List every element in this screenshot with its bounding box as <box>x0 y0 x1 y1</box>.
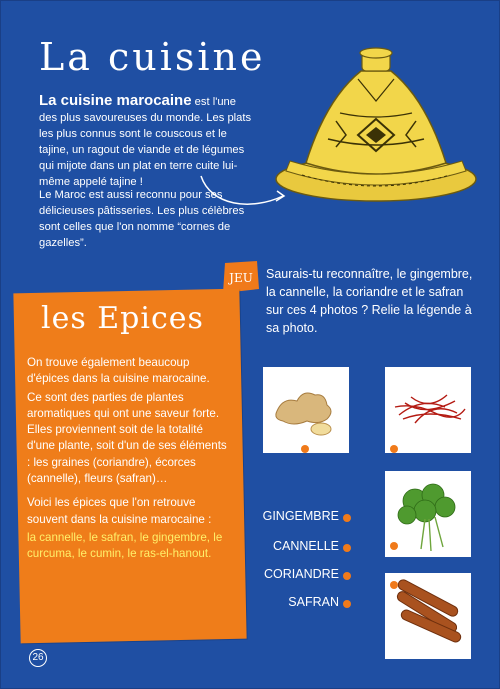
label-cannelle-dot[interactable] <box>343 544 351 552</box>
spices-list: la cannelle, le safran, le gingembre, le curcuma, le cumin, le ras-el-hanout. <box>27 530 223 561</box>
intro-rest: est l'une des plus savoureuses du monde. Les plats les plus connus sont le couscous et le tajine, un ragout de viande et de légumes qui mijote dans un plat en terre cuite lui-même appelé tajine ! <box>39 96 252 188</box>
coriander-photo-dot[interactable] <box>390 542 398 550</box>
page-title: La cuisine <box>39 35 266 79</box>
ginger-photo-dot[interactable] <box>301 445 309 453</box>
tajine-illustration <box>266 39 486 219</box>
saffron-icon <box>385 367 471 453</box>
spices-paragraph-2: Ce sont des parties de plantes aromatiques qui ont une saveur forte. Elles proviennent soit de la totalité d'une plante, soit d'un de ses éléments : les graines (coriandre), écorces (cannelle), fleurs (safran)… <box>27 390 227 486</box>
spices-text <box>27 355 232 571</box>
spices-paragraph-3: Voici les épices que l'on retrouve souvent dans la cuisine marocaine : <box>27 496 212 526</box>
spices-title: les Epices <box>41 301 204 336</box>
intro-lead: La cuisine marocaine <box>39 92 192 109</box>
game-badge-label: JEU <box>229 271 253 285</box>
ginger-icon <box>263 367 349 453</box>
label-gingembre-dot[interactable] <box>343 514 351 522</box>
cinnamon-photo-dot[interactable] <box>390 581 398 589</box>
label-cannelle: CANNELLE <box>273 539 339 553</box>
saffron-photo-dot[interactable] <box>390 445 398 453</box>
label-safran-dot[interactable] <box>343 600 351 608</box>
label-safran: SAFRAN <box>288 595 339 609</box>
pastries-paragraph: Le Maroc est aussi reconnu pour ses délicieuses pâtisseries. Les plus célèbres sont celles que l'on nomme “cornes de gazelles”. <box>39 189 245 249</box>
page-number: 26 <box>29 649 47 667</box>
label-coriandre: CORIANDRE <box>263 567 339 581</box>
saffron-photo[interactable] <box>385 367 471 453</box>
spices-paragraph-1: On trouve également beaucoup d'épices dans la cuisine marocaine. <box>27 356 210 386</box>
game-question: Saurais-tu reconnaître, le gingembre, la cannelle, la coriandre et le safran sur ces 4 photos ? Relie la légende à sa photo. <box>266 267 473 335</box>
ginger-photo[interactable] <box>263 367 349 453</box>
label-gingembre: GINGEMBRE <box>262 509 339 523</box>
label-coriandre-dot[interactable] <box>343 572 351 580</box>
